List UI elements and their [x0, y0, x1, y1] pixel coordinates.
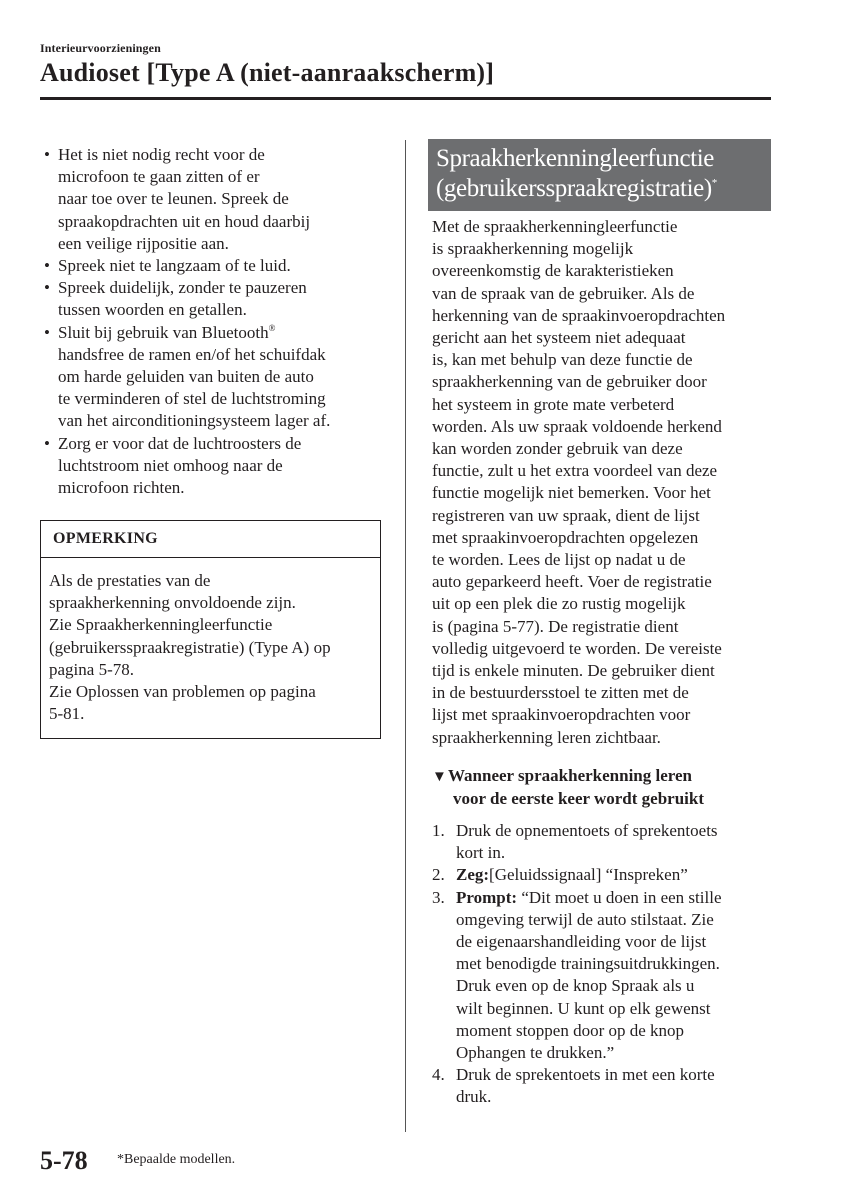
bullet-line: naar toe over te leunen. Spreek de — [58, 189, 289, 209]
bullet-line: spraakopdrachten uit en houd daarbij — [58, 211, 311, 231]
section-heading-bar — [428, 139, 771, 211]
footnote: *Bepaalde modellen. — [117, 1152, 236, 1167]
step-text: [Geluidssignaal] “Inspreken” — [489, 865, 688, 885]
bullet-line: Spreek niet te langzaam of te luid. — [58, 256, 291, 276]
step-text: omgeving terwijl de auto stilstaat. Zie — [456, 909, 714, 929]
step-line — [456, 820, 777, 842]
bullet-line: te verminderen of stel de luchtstroming — [58, 389, 326, 409]
step-line — [456, 1086, 777, 1108]
step-keyword: Zeg: — [456, 865, 490, 885]
bullet-item — [44, 255, 389, 277]
subheading-text1: Wanneer spraakherkenning leren — [448, 766, 693, 785]
column-divider — [405, 140, 406, 1132]
bullet-line: microfoon te gaan zitten of er — [58, 167, 260, 187]
bullet-item — [44, 433, 389, 500]
paragraph-line: functie, zult u het extra voordeel van deze — [432, 461, 718, 481]
step-text: Druk de opnementoets of sprekentoets — [456, 821, 718, 840]
trademark-mark: ® — [268, 322, 276, 333]
asterisk-mark: * — [711, 177, 717, 189]
note-box — [40, 520, 381, 739]
bullet-dot: • — [44, 145, 50, 164]
step-item — [432, 1064, 777, 1108]
step-text: kort in. — [456, 843, 506, 863]
section-label: Interieurvoorzieningen — [40, 41, 161, 55]
step-item — [432, 820, 777, 864]
step-line — [456, 953, 777, 975]
paragraph-line: registreren van uw spraak, dient de lijst — [432, 505, 700, 525]
paragraph-line: te worden. Lees de lijst op nadat u de — [432, 550, 686, 570]
paragraph-line: met spraakinvoeropdrachten opgelezen — [432, 527, 699, 547]
note-line: (gebruikersspraakregistratie) (Type A) op — [49, 637, 331, 657]
paragraph-line: van de spraak van de gebruiker. Als de — [432, 283, 695, 303]
step-number: 3. — [432, 887, 445, 907]
page-number: 5-78 — [40, 1146, 88, 1175]
paragraph-line: spraakherkenning van de gebruiker door — [432, 372, 707, 392]
bullet-line: Spreek duidelijk, zonder te pauzeren — [58, 278, 307, 298]
note-line: Zie Oplossen van problemen op pagina — [49, 682, 316, 702]
bullet-list — [44, 144, 389, 499]
bullet-line: luchtstroom niet omhoog naar de — [58, 455, 283, 475]
bullet-line-wrap — [58, 322, 389, 344]
intro-paragraph — [432, 216, 777, 749]
paragraph-line: overeenkomstig de karakteristieken — [432, 261, 674, 281]
subheading-line2: voor de eerste keer wordt gebruikt — [453, 789, 705, 808]
paragraph-line: worden. Als uw spraak voldoende herkend — [432, 416, 722, 436]
bullet-item — [44, 144, 389, 255]
step-text: “Dit moet u doen in een stille — [517, 887, 722, 907]
paragraph-line: is, kan met behulp van deze functie de — [432, 350, 693, 370]
paragraph-line: tijd is enkele minuten. De gebruiker dient — [432, 661, 715, 681]
note-line: Als de prestaties van de — [49, 571, 211, 590]
bullet-item — [44, 322, 389, 433]
step-line — [456, 1020, 777, 1042]
paragraph-line: functie mogelijk niet bemerken. Voor het — [432, 483, 711, 503]
step-line — [456, 998, 777, 1020]
bullet-line: van het airconditioningsysteem lager af. — [58, 411, 331, 431]
section-heading-line2-text: (gebruikersspraakregistratie) — [436, 175, 712, 202]
paragraph-line: is (pagina 5-77). De registratie dient — [432, 616, 679, 636]
step-item — [432, 887, 777, 1065]
paragraph-line: lijst met spraakinvoeropdrachten voor — [432, 705, 691, 725]
bullet-line: Het is niet nodig recht voor de — [58, 145, 265, 164]
note-line: spraakherkenning onvoldoende zijn. — [49, 593, 296, 613]
page-title: Audioset [Type A (niet-aanraakscherm)] — [40, 58, 495, 87]
step-line — [456, 887, 777, 909]
bullet-item — [44, 277, 389, 321]
step-number: 1. — [432, 821, 445, 840]
paragraph-line: volledig uitgevoerd te worden. De vereiste — [432, 638, 722, 658]
step-text: met benodigde trainingsuitdrukkingen. — [456, 954, 720, 974]
step-text: wilt beginnen. U kunt op elk gewenst — [456, 998, 711, 1018]
note-line: pagina 5-78. — [49, 659, 134, 679]
left-column — [44, 144, 389, 499]
step-line — [456, 1064, 777, 1086]
bullet-line: tussen woorden en getallen. — [58, 300, 247, 320]
bullet-dot: • — [44, 278, 50, 298]
paragraph-line: in de bestuurdersstoel te zitten met de — [432, 683, 689, 703]
section-heading-line1: Spraakherkenningleerfunctie — [436, 145, 714, 172]
bullet-dot: • — [44, 322, 50, 342]
note-line: 5-81. — [49, 704, 85, 724]
step-line — [456, 1042, 777, 1064]
section-heading-line2 — [436, 174, 765, 204]
paragraph-line: auto geparkeerd heeft. Voer de registratie — [432, 572, 712, 592]
step-number: 2. — [432, 865, 445, 885]
step-keyword: Prompt: — [456, 887, 518, 907]
step-text: druk. — [456, 1087, 492, 1107]
paragraph-line: uit op een plek die zo rustig mogelijk — [432, 594, 686, 614]
paragraph-line: het systeem in grote mate verbeterd — [432, 394, 675, 414]
step-line — [456, 864, 777, 886]
step-text: Druk de sprekentoets in met een korte — [456, 1065, 715, 1085]
step-item — [432, 864, 777, 886]
note-body — [41, 558, 380, 725]
bullet-line: microfoon richten. — [58, 478, 185, 498]
paragraph-line: Met de spraakherkenningleerfunctie — [432, 217, 678, 236]
step-text: Ophangen te drukken.” — [456, 1043, 615, 1063]
step-text: moment stoppen door op de knop — [456, 1020, 685, 1040]
step-text: de eigenaarshandleiding voor de lijst — [456, 932, 707, 952]
step-list — [432, 820, 777, 1109]
bullet-line-text: Sluit bij gebruik van Bluetooth — [58, 322, 269, 342]
note-line: Zie Spraakherkenningleerfunctie — [49, 615, 273, 635]
title-rule — [40, 97, 771, 100]
paragraph-line: spraakherkenning leren zichtbaar. — [432, 727, 661, 747]
paragraph-line: is spraakherkenning mogelijk — [432, 239, 634, 259]
step-number: 4. — [432, 1065, 445, 1085]
paragraph-line: herkenning van de spraakinvoeropdrachten — [432, 305, 726, 325]
paragraph-line: kan worden zonder gebruik van deze — [432, 439, 683, 459]
note-heading: OPMERKING — [41, 521, 380, 558]
bullet-dot: • — [44, 433, 50, 453]
step-line — [456, 931, 777, 953]
bullet-dot: • — [44, 256, 50, 276]
bullet-line: een veilige rijpositie aan. — [58, 233, 229, 253]
subheading-line1 — [432, 765, 777, 788]
triangle-marker-icon: ▼ — [432, 769, 447, 785]
procedure-subheading — [432, 765, 777, 810]
bullet-line: Zorg er voor dat de luchtroosters de — [58, 433, 302, 453]
step-text: Druk even op de knop Spraak als u — [456, 976, 695, 996]
step-line — [456, 975, 777, 997]
bullet-line: om harde geluiden van buiten de auto — [58, 367, 314, 387]
step-line — [456, 842, 777, 864]
step-line — [456, 909, 777, 931]
bullet-line: handsfree de ramen en/of het schuifdak — [58, 344, 326, 364]
paragraph-line: gericht aan het systeem niet adequaat — [432, 328, 686, 348]
